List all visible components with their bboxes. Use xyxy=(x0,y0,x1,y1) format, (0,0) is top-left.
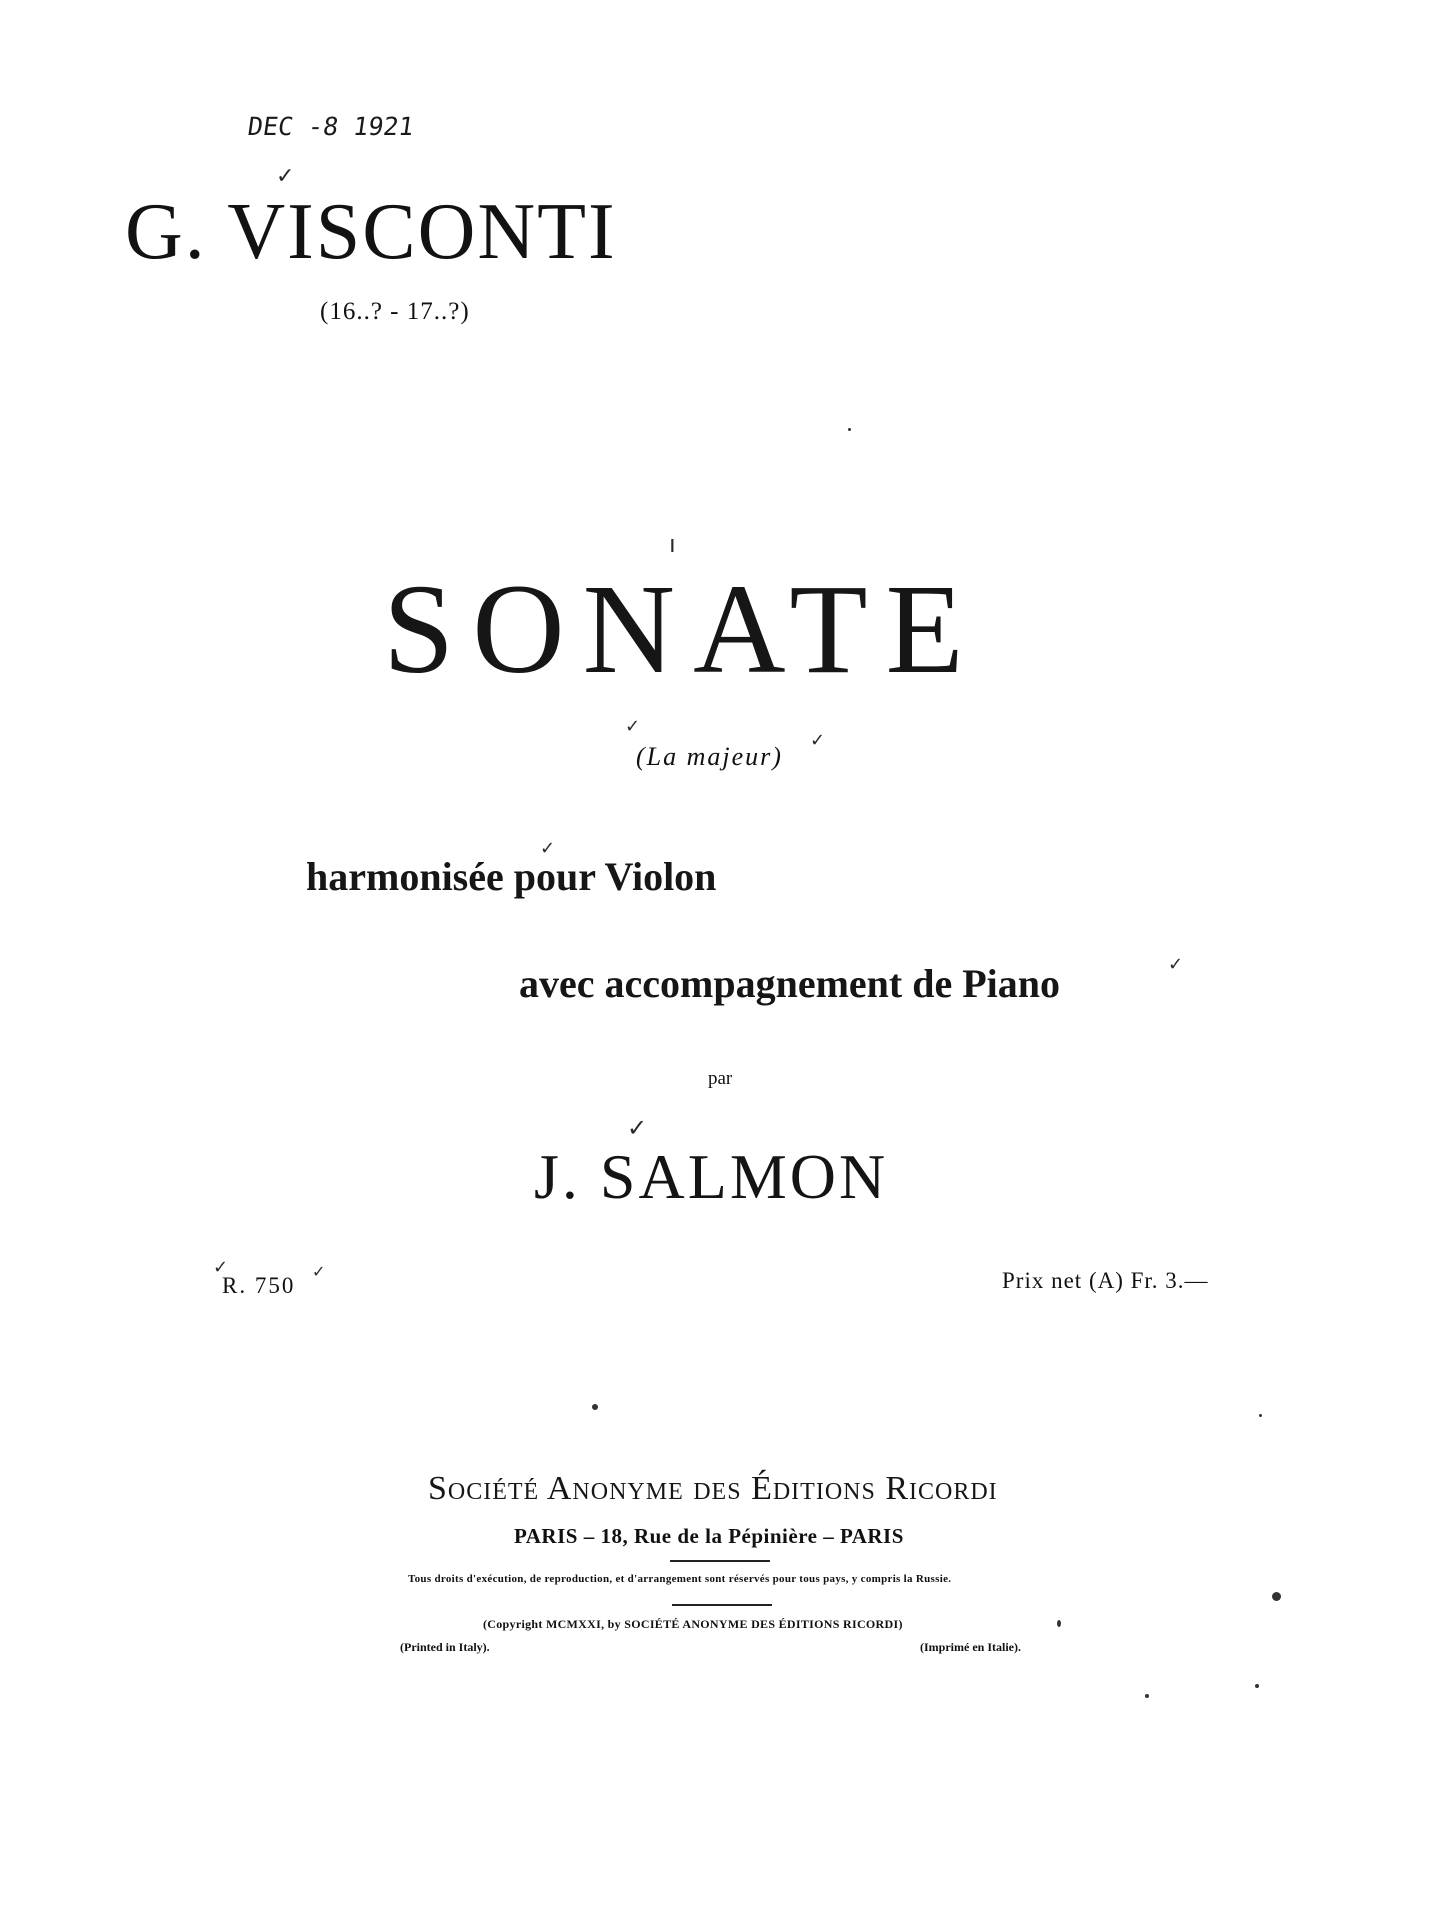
check-mark-icon: ✓ xyxy=(540,838,556,859)
imprime-en-notice: (Imprimé en Italie). xyxy=(920,1640,1021,1654)
check-mark-icon: ✓ xyxy=(810,730,826,751)
check-mark-icon: ✓ xyxy=(276,164,295,189)
composer-name: G. VISCONTI xyxy=(125,188,617,276)
copyright-notice: (Copyright MCMXXI, by SOCIÉTÉ ANONYME DES ÉDITIONS RICORDI) xyxy=(483,1617,903,1631)
scan-speck xyxy=(1255,1684,1259,1688)
publisher-name: Société Anonyme des Éditions Ricordi xyxy=(428,1470,998,1507)
composer-dates: (16..? - 17..?) xyxy=(320,298,470,325)
instrumentation-line: harmonisée pour Violon xyxy=(306,854,717,899)
scan-speck xyxy=(1272,1592,1281,1601)
check-mark-icon: ✓ xyxy=(213,1257,229,1278)
scan-speck xyxy=(592,1404,598,1410)
by-label: par xyxy=(708,1068,733,1089)
check-mark-icon: ✓ xyxy=(1168,954,1184,975)
arranger-name: J. SALMON xyxy=(534,1141,889,1212)
scan-speck xyxy=(1057,1620,1061,1627)
divider-rule xyxy=(670,1560,770,1562)
check-mark-icon: ✓ xyxy=(312,1262,326,1281)
check-mark-icon: ✓ xyxy=(627,1114,648,1142)
work-key: (La majeur) xyxy=(636,742,783,771)
printed-in-notice: (Printed in Italy). xyxy=(400,1640,490,1654)
scan-speck xyxy=(1145,1694,1149,1698)
work-title: SONATE xyxy=(383,558,982,700)
rights-notice: Tous droits d'exécution, de reproduction, et d'arrangement sont réservés pour tous pays, y compris la Russie. xyxy=(408,1573,952,1585)
pen-tick-icon: ı xyxy=(669,530,676,558)
catalog-number: R. 750 xyxy=(222,1273,296,1298)
price-label: Prix net (A) Fr. 3.— xyxy=(1002,1268,1209,1293)
check-mark-icon: ✓ xyxy=(625,716,641,737)
scan-speck xyxy=(848,428,851,431)
accompaniment-line: avec accompagnement de Piano xyxy=(519,961,1061,1006)
publisher-address: PARIS – 18, Rue de la Pépinière – PARIS xyxy=(514,1524,904,1548)
scan-speck xyxy=(1259,1414,1262,1417)
divider-rule xyxy=(672,1604,772,1606)
library-date-stamp: DEC -8 1921 xyxy=(245,112,416,141)
